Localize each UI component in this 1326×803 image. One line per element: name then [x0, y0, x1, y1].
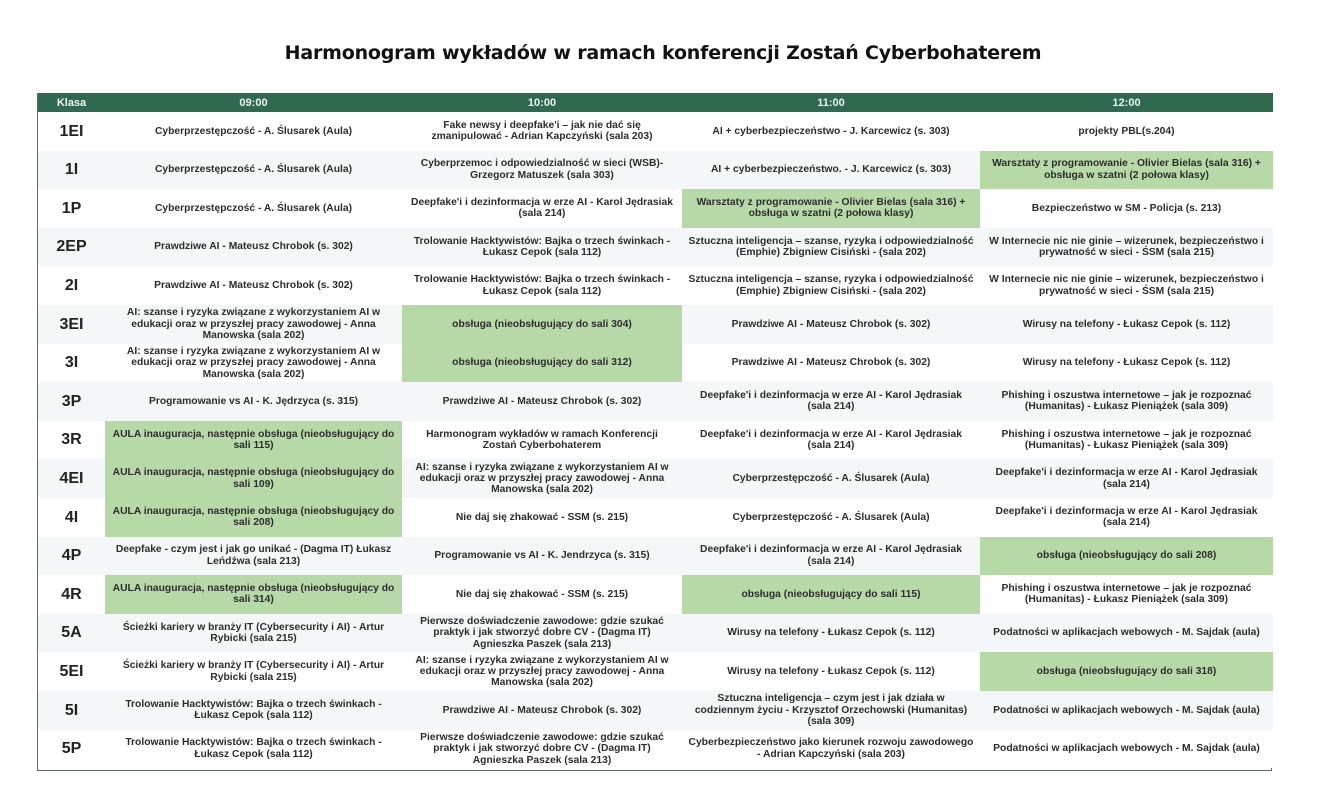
highlighted-lecture-cell-0900: AULA inauguracja, następnie obsługa (nieobsługujący do sali 314): [105, 575, 402, 614]
class-name-cell: 5P: [38, 730, 105, 769]
highlighted-lecture-cell-1000: obsługa (nieobsługujący do sali 312): [402, 344, 682, 383]
column-header-1100: 11:00: [682, 93, 980, 112]
lecture-cell-1200: Phishing i oszustwa internetowe – jak je rozpoznać (Humanitas) - Łukasz Pieniążek (sala 309): [980, 575, 1273, 614]
lecture-cell-1100: AI + cyberbezpieczeństwo - J. Karcewicz (s. 303): [682, 112, 980, 151]
lecture-cell-1000: AI: szanse i ryzyka związane z wykorzystaniem AI w edukacji oraz w przyszłej pracy zawodowej - Anna Manowska (sala 202): [402, 459, 682, 498]
lecture-cell-1000: Deepfake'i i dezinformacja w erze AI - Karol Jędrasiak (sala 214): [402, 189, 682, 228]
lecture-cell-1200: Deepfake'i i dezinformacja w erze AI - Karol Jędrasiak (sala 214): [980, 459, 1273, 498]
lecture-cell-1100: AI + cyberbezpieczeństwo. - J. Karcewicz (s. 303): [682, 151, 980, 190]
lecture-cell-1000: Trolowanie Hacktywistów: Bajka o trzech świnkach - Łukasz Cepok (sala 112): [402, 228, 682, 267]
table-row: [38, 266, 1273, 305]
lecture-cell-1100: Prawdziwe AI - Mateusz Chrobok (s. 302): [682, 305, 980, 344]
table-row: [38, 305, 1273, 344]
highlighted-lecture-cell-0900: AULA inauguracja, następnie obsługa (nieobsługujący do sali 109): [105, 459, 402, 498]
lecture-cell-1200: Bezpieczeństwo w SM - Policja (s. 213): [980, 189, 1273, 228]
lecture-cell-0900: Cyberprzestępczość - A. Ślusarek (Aula): [105, 151, 402, 190]
lecture-cell-0900: Cyberprzestępczość - A. Ślusarek (Aula): [105, 189, 402, 228]
table-row: [38, 112, 1273, 151]
lecture-cell-0900: Ścieżki kariery w branży IT (Cybersecurity i AI) - Artur Rybicki (sala 215): [105, 652, 402, 691]
lecture-cell-0900: Ścieżki kariery w branży IT (Cybersecurity i AI) - Artur Rybicki (sala 215): [105, 614, 402, 653]
column-header-1200: 12:00: [980, 93, 1273, 112]
lecture-cell-1200: W Internecie nic nie ginie – wizerunek, bezpieczeństwo i prywatność w sieci - ŚSM (sala 215): [980, 266, 1273, 305]
lecture-cell-0900: Trolowanie Hacktywistów: Bajka o trzech świnkach - Łukasz Cepok (sala 112): [105, 730, 402, 769]
class-name-cell: 2I: [38, 266, 105, 305]
class-name-cell: 5EI: [38, 652, 105, 691]
lecture-cell-0900: Prawdziwe AI - Mateusz Chrobok (s. 302): [105, 228, 402, 267]
class-name-cell: 4P: [38, 537, 105, 576]
lecture-cell-1200: Wirusy na telefony - Łukasz Cepok (s. 112): [980, 344, 1273, 383]
highlighted-lecture-cell-1100: Warsztaty z programowanie - Olivier Bielas (sala 316) + obsługa w szatni (2 połowa klasy): [682, 189, 980, 228]
lecture-cell-1200: W Internecie nic nie ginie – wizerunek, bezpieczeństwo i prywatność w sieci - ŚSM (sala 215): [980, 228, 1273, 267]
header-row: [38, 93, 1273, 112]
lecture-cell-0900: AI: szanse i ryzyka związane z wykorzystaniem AI w edukacji oraz w przyszłej pracy zawodowej - Anna Manowska (sala 202): [105, 305, 402, 344]
table-row: [38, 459, 1273, 498]
lecture-cell-1000: Fake newsy i deepfake'i – jak nie dać się zmanipulować - Adrian Kapczyński (sala 203): [402, 112, 682, 151]
lecture-cell-1200: Podatności w aplikacjach webowych - M. Sajdak (aula): [980, 614, 1273, 653]
class-name-cell: 4EI: [38, 459, 105, 498]
lecture-cell-1200: Deepfake'i i dezinformacja w erze AI - Karol Jędrasiak (sala 214): [980, 498, 1273, 537]
lecture-cell-1000: Programowanie vs AI - K. Jendrzyca (s. 315): [402, 537, 682, 576]
lecture-cell-1100: Cyberprzestępczość - A. Ślusarek (Aula): [682, 459, 980, 498]
table-row: [38, 189, 1273, 228]
lecture-cell-1100: Deepfake'i i dezinformacja w erze AI - Karol Jędrasiak (sala 214): [682, 537, 980, 576]
class-name-cell: 4I: [38, 498, 105, 537]
lecture-cell-1200: Phishing i oszustwa internetowe – jak je rozpoznać (Humanitas) - Łukasz Pieniążek (sala 309): [980, 421, 1273, 460]
lecture-cell-1000: Pierwsze doświadczenie zawodowe: gdzie szukać praktyk i jak stworzyć dobre CV - (Dagma IT) Agnieszka Paszek (sala 213): [402, 730, 682, 769]
class-name-cell: 3EI: [38, 305, 105, 344]
lecture-cell-0900: Deepfake - czym jest i jak go unikać - (Dagma IT) Łukasz Leńdźwa (sala 213): [105, 537, 402, 576]
class-name-cell: 5I: [38, 691, 105, 730]
table-row: [38, 614, 1273, 653]
table-row: [38, 151, 1273, 190]
lecture-cell-1000: Nie daj się zhakować - SSM (s. 215): [402, 575, 682, 614]
class-name-cell: 1P: [38, 189, 105, 228]
class-name-cell: 3R: [38, 421, 105, 460]
schedule-body: [38, 112, 1273, 768]
lecture-cell-0900: Trolowanie Hacktywistów: Bajka o trzech świnkach - Łukasz Cepok (sala 112): [105, 691, 402, 730]
lecture-cell-1000: Pierwsze doświadczenie zawodowe: gdzie szukać praktyk i jak stworzyć dobre CV - (Dagma IT) Agnieszka Paszek (sala 213): [402, 614, 682, 653]
lecture-cell-1200: Podatności w aplikacjach webowych - M. Sajdak (aula): [980, 730, 1273, 769]
lecture-cell-1200: Phishing i oszustwa internetowe – jak je rozpoznać (Humanitas) - Łukasz Pieniążek (sala 309): [980, 382, 1273, 421]
highlighted-lecture-cell-1200: obsługa (nieobsługujący do sali 318): [980, 652, 1273, 691]
table-row: [38, 498, 1273, 537]
schedule-table: [38, 93, 1273, 768]
lecture-cell-1100: Deepfake'i i dezinformacja w erze AI - Karol Jędrasiak (sala 214): [682, 382, 980, 421]
lecture-cell-1000: Nie daj się zhakować - SSM (s. 215): [402, 498, 682, 537]
table-row: [38, 691, 1273, 730]
lecture-cell-1000: AI: szanse i ryzyka związane z wykorzystaniem AI w edukacji oraz w przyszłej pracy zawodowej - Anna Manowska (sala 202): [402, 652, 682, 691]
class-name-cell: 1EI: [38, 112, 105, 151]
lecture-cell-0900: Programowanie vs AI - K. Jędrzyca (s. 315): [105, 382, 402, 421]
lecture-cell-1100: Wirusy na telefony - Łukasz Cepok (s. 112): [682, 652, 980, 691]
schedule-table-container: [37, 93, 1272, 771]
lecture-cell-1100: Deepfake'i i dezinformacja w erze AI - Karol Jędrasiak (sala 214): [682, 421, 980, 460]
lecture-cell-0900: Cyberprzestępczość - A. Ślusarek (Aula): [105, 112, 402, 151]
lecture-cell-1100: Wirusy na telefony - Łukasz Cepok (s. 112): [682, 614, 980, 653]
lecture-cell-1100: Cyberprzestępczość - A. Ślusarek (Aula): [682, 498, 980, 537]
table-row: [38, 421, 1273, 460]
class-name-cell: 5A: [38, 614, 105, 653]
table-row: [38, 228, 1273, 267]
lecture-cell-1100: Sztuczna inteligencja – czym jest i jak działa w codziennym życiu - Krzysztof Orzechowski (Humanitas) (sala 309): [682, 691, 980, 730]
class-name-cell: 2EP: [38, 228, 105, 267]
lecture-cell-1100: Sztuczna inteligencja – szanse, ryzyka i odpowiedzialność (Emphie) Zbigniew Cisiński - (sala 202): [682, 228, 980, 267]
column-header-klasa: Klasa: [38, 93, 105, 112]
lecture-cell-1000: Prawdziwe AI - Mateusz Chrobok (s. 302): [402, 382, 682, 421]
lecture-cell-1000: Trolowanie Hacktywistów: Bajka o trzech świnkach - Łukasz Cepok (sala 112): [402, 266, 682, 305]
lecture-cell-1200: Podatności w aplikacjach webowych - M. Sajdak (aula): [980, 691, 1273, 730]
highlighted-lecture-cell-1200: obsługa (nieobsługujący do sali 208): [980, 537, 1273, 576]
lecture-cell-1200: projekty PBL(s.204): [980, 112, 1273, 151]
table-row: [38, 652, 1273, 691]
column-header-1000: 10:00: [402, 93, 682, 112]
class-name-cell: 3I: [38, 344, 105, 383]
lecture-cell-1200: Wirusy na telefony - Łukasz Cepok (s. 112): [980, 305, 1273, 344]
lecture-cell-1100: Sztuczna inteligencja – szanse, ryzyka i odpowiedzialność (Emphie) Zbigniew Cisiński - (sala 202): [682, 266, 980, 305]
lecture-cell-1000: Harmonogram wykładów w ramach Konferencji Zostań Cyberbohaterem: [402, 421, 682, 460]
class-name-cell: 3P: [38, 382, 105, 421]
page-title: Harmonogram wykładów w ramach konferencji Zostań Cyberbohaterem: [284, 42, 1042, 64]
lecture-cell-0900: Prawdziwe AI - Mateusz Chrobok (s. 302): [105, 266, 402, 305]
table-row: [38, 344, 1273, 383]
lecture-cell-1100: Cyberbezpieczeństwo jako kierunek rozwoju zawodowego - Adrian Kapczyński (sala 203): [682, 730, 980, 769]
highlighted-lecture-cell-1100: obsługa (nieobsługujący do sali 115): [682, 575, 980, 614]
class-name-cell: 4R: [38, 575, 105, 614]
lecture-cell-1100: Prawdziwe AI - Mateusz Chrobok (s. 302): [682, 344, 980, 383]
lecture-cell-1000: Cyberprzemoc i odpowiedzialność w sieci (WSB)- Grzegorz Matuszek (sala 303): [402, 151, 682, 190]
column-header-0900: 09:00: [105, 93, 402, 112]
table-row: [38, 575, 1273, 614]
table-row: [38, 537, 1273, 576]
lecture-cell-1000: Prawdziwe AI - Mateusz Chrobok (s. 302): [402, 691, 682, 730]
highlighted-lecture-cell-1000: obsługa (nieobsługujący do sali 304): [402, 305, 682, 344]
highlighted-lecture-cell-1200: Warsztaty z programowanie - Olivier Bielas (sala 316) + obsługa w szatni (2 połowa klasy): [980, 151, 1273, 190]
table-row: [38, 382, 1273, 421]
highlighted-lecture-cell-0900: AULA inauguracja, następnie obsługa (nieobsługujący do sali 208): [105, 498, 402, 537]
lecture-cell-0900: AI: szanse i ryzyka związane z wykorzystaniem AI w edukacji oraz w przyszłej pracy zawodowej - Anna Manowska (sala 202): [105, 344, 402, 383]
class-name-cell: 1I: [38, 151, 105, 190]
table-row: [38, 730, 1273, 769]
highlighted-lecture-cell-0900: AULA inauguracja, następnie obsługa (nieobsługujący do sali 115): [105, 421, 402, 460]
